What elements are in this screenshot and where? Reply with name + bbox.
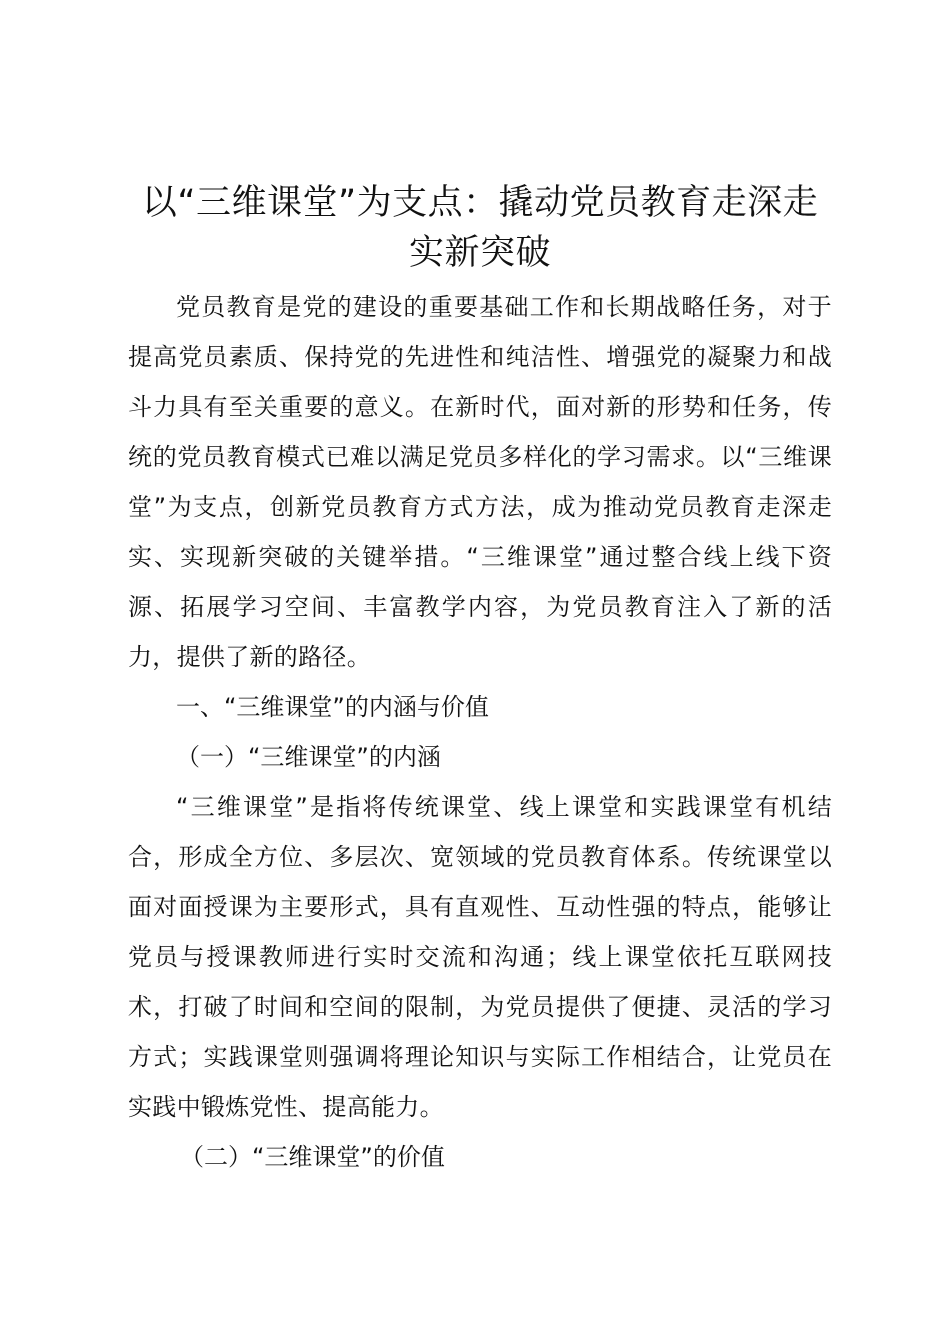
title-line-1: 以“三维课堂”为支点：撬动党员教育走深走 bbox=[141, 183, 819, 223]
subsection-1-heading: （一）“三维课堂”的内涵 bbox=[176, 743, 441, 771]
subsection-1-paragraph: “三维课堂”是指将传统课堂、线上课堂和实践课堂有机结合，形成全方位、多层次、宽领域的党员教育体系。传统课堂以面对面授课为主要形式，具有直观性、互动性强的特点，能够让党员与授课教师进行实时交流和沟通；线上课堂依托互联网技术，打破了时间和空间的限制，为党员提供了便捷、灵活的学习方式；实践课堂则强调将理论知识与实际工作相结合，让党员在实践中锻炼党性、提高能力。 bbox=[128, 793, 832, 1121]
intro-paragraph: 党员教育是党的建设的重要基础工作和长期战略任务，对于提高党员素质、保持党的先进性和纯洁性、增强党的凝聚力和战斗力具有至关重要的意义。在新时代，面对新的形势和任务，传统的党员教育模式已难以满足党员多样化的学习需求。以“三维课堂”为支点，创新党员教育方式方法，成为推动党员教育走深走实、实现新突破的关键举措。“三维课堂”通过整合线上线下资源、拓展学习空间、丰富教学内容，为党员教育注入了新的活力，提供了新的路径。 bbox=[128, 293, 832, 671]
document-page bbox=[128, 178, 832, 1182]
subsection-2-heading: （二）“三维课堂”的价值 bbox=[180, 1143, 445, 1171]
title-line-2: 实新突破 bbox=[408, 233, 551, 273]
document-title bbox=[128, 178, 832, 278]
section-1-heading: 一、“三维课堂”的内涵与价值 bbox=[176, 693, 489, 721]
